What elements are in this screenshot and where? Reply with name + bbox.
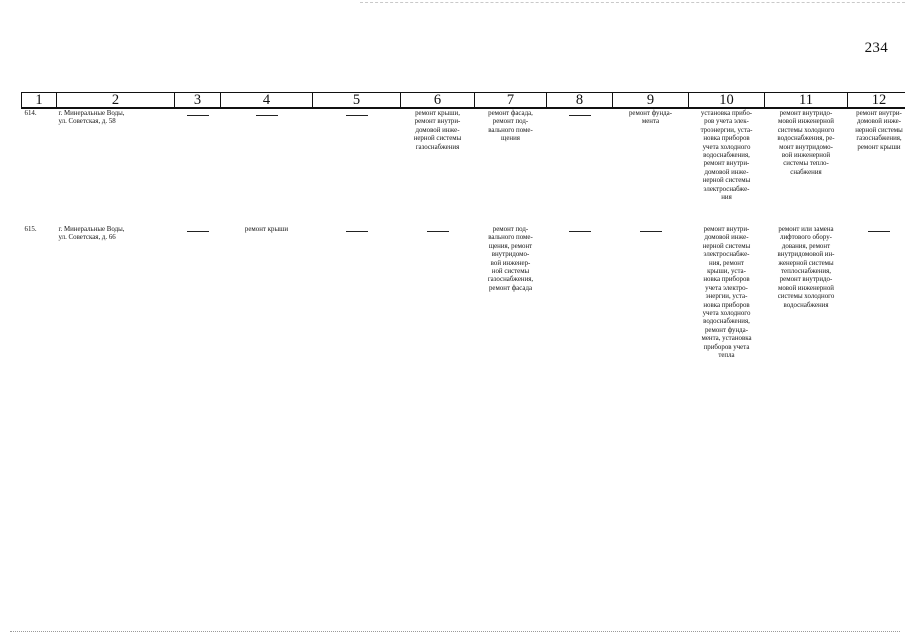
- column-header-6: 6: [401, 93, 475, 109]
- column-header-11: 11: [765, 93, 848, 109]
- table-row: [22, 108, 905, 225]
- column-header-4: 4: [221, 93, 313, 109]
- repair-program-table: [21, 92, 905, 376]
- empty-dash: [187, 115, 209, 116]
- cell-col-4: [221, 108, 313, 225]
- cell-col-10: ремонт внутри- домовой инже- нерной системы электроснабже- ния, ремонт крыши, уста- новка приборов учета электро- энергии, уста- новка приборов учета холодного водоснабжения, ремонт фунда- мента, установка приборов учета тепла: [701, 226, 752, 360]
- cell-col-8: [547, 108, 613, 225]
- column-header-10: 10: [689, 93, 765, 109]
- column-header-5: 5: [313, 93, 401, 109]
- cell-col-6: [401, 225, 475, 376]
- column-number-row: [22, 93, 905, 109]
- column-header-12: 12: [848, 93, 905, 109]
- row-number: 614.: [24, 110, 37, 117]
- empty-dash: [640, 231, 662, 232]
- cell-col-7: ремонт под- вального поме- щения, ремонт внутридомо- вой инженер- ной системы газоснабжения, ремонт фасада: [487, 226, 534, 292]
- address-cell: г. Минеральные Воды, ул. Советская, д. 58: [58, 110, 125, 126]
- address-cell: г. Минеральные Воды, ул. Советская, д. 66: [58, 226, 125, 242]
- page-number: 234: [864, 40, 888, 56]
- column-header-2: 2: [57, 93, 175, 109]
- cell-col-5: [313, 225, 401, 376]
- cell-col-5: [313, 108, 401, 225]
- cell-col-12: ремонт внутри- домовой инже- нерной системы газоснабжения, ремонт крыши: [855, 110, 903, 151]
- cell-col-9: [613, 225, 689, 376]
- cell-col-4: ремонт крыши: [244, 226, 289, 233]
- cell-col-11: ремонт внутридо- мовой инженерной системы холодного водоснабжения, ре- монт внутридомо- вой инженерной системы тепло- снабжения: [777, 110, 835, 176]
- cell-col-3: [175, 225, 221, 376]
- cell-col-9: ремонт фунда- мента: [628, 110, 673, 126]
- scan-edge-bottom: [10, 631, 900, 632]
- cell-col-6: ремонт крыши, ремонт внутри- домовой инже- нерной системы газоснабжения: [413, 110, 462, 151]
- empty-dash: [346, 231, 368, 232]
- column-header-3: 3: [175, 93, 221, 109]
- scan-edge-top: [360, 2, 905, 3]
- cell-col-7: ремонт фасада, ремонт под- вального поме- щения: [488, 110, 533, 143]
- column-header-7: 7: [475, 93, 547, 109]
- cell-col-8: [547, 225, 613, 376]
- cell-col-3: [175, 108, 221, 225]
- table-row: [22, 225, 905, 376]
- empty-dash: [346, 115, 368, 116]
- empty-dash: [868, 231, 890, 232]
- column-header-1: 1: [22, 93, 57, 109]
- empty-dash: [569, 231, 591, 232]
- cell-col-12: [848, 225, 905, 376]
- empty-dash: [427, 231, 449, 232]
- empty-dash: [187, 231, 209, 232]
- row-number: 615.: [24, 226, 37, 233]
- cell-col-10: установка прибо- ров учета элек- троэнергии, уста- новка приборов учета холодного водоснабжения, ремонт внутри- домовой инже- нерной системы электроснабже- ния: [700, 110, 753, 202]
- column-header-8: 8: [547, 93, 613, 109]
- empty-dash: [569, 115, 591, 116]
- column-header-9: 9: [613, 93, 689, 109]
- empty-dash: [256, 115, 278, 116]
- cell-col-11: ремонт или замена лифтового обору- дования, ремонт внутридомовой ин- женерной системы теплоснабжения, ремонт внутридо- мовой инженерной системы холодного водоснабжения: [777, 226, 835, 309]
